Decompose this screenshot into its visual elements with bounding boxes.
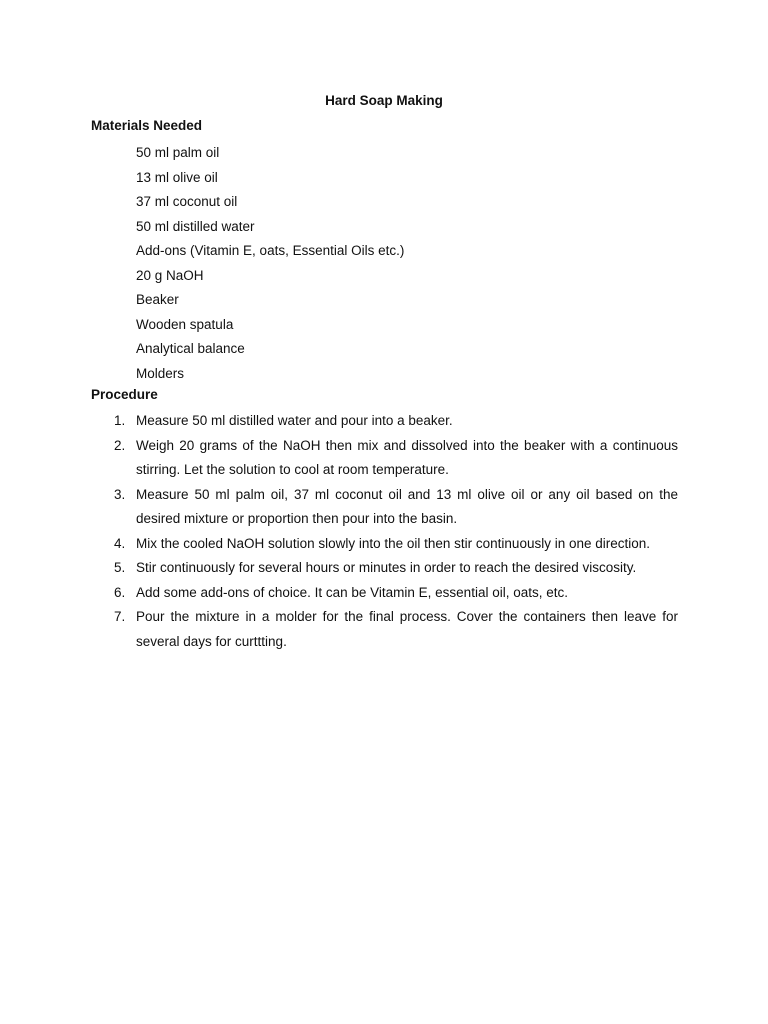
step-text: Measure 50 ml distilled water and pour into a beaker. xyxy=(136,413,453,428)
step-text: Add some add-ons of choice. It can be Vitamin E, essential oil, oats, etc. xyxy=(136,584,568,600)
step-text: Measure 50 ml palm oil, 37 ml coconut oil and 13 ml olive oil or any oil based on the desired mixture or proportion then pour into the basin. xyxy=(136,486,678,526)
step-text: Mix the cooled NaOH solution slowly into the oil then stir continuously in one direction. xyxy=(136,535,651,551)
step-text: Stir continuously for several hours or minutes in order to reach the desired viscosity. xyxy=(136,560,637,575)
materials-item: Wooden spatula xyxy=(136,316,234,332)
step-number: 2. xyxy=(114,437,126,453)
materials-item: Analytical balance xyxy=(136,341,245,356)
materials-item: 13 ml olive oil xyxy=(136,169,218,185)
materials-list xyxy=(136,141,404,386)
materials-item: 37 ml coconut oil xyxy=(136,194,238,209)
step-number: 4. xyxy=(114,535,126,551)
procedure-list xyxy=(106,409,678,654)
procedure-step xyxy=(106,556,678,581)
procedure-step xyxy=(106,483,678,532)
procedure-step xyxy=(106,581,678,606)
step-number: 7. xyxy=(114,609,126,624)
procedure-step xyxy=(106,605,678,654)
document-title: Hard Soap Making xyxy=(325,93,443,108)
step-number: 5. xyxy=(114,560,126,575)
step-number: 3. xyxy=(114,486,126,502)
materials-heading: Materials Needed xyxy=(91,118,203,133)
step-number: 6. xyxy=(114,584,126,600)
step-text: Weigh 20 grams of the NaOH then mix and dissolved into the beaker with a continuous stirring. Let the solution to cool at room temperature. xyxy=(136,437,678,477)
materials-item: Beaker xyxy=(136,292,179,307)
step-number: 1. xyxy=(114,413,126,428)
materials-item: 50 ml distilled water xyxy=(136,218,255,234)
materials-item: 20 g NaOH xyxy=(136,267,204,283)
materials-item: Molders xyxy=(136,365,185,381)
procedure-heading: Procedure xyxy=(91,387,158,402)
procedure-step xyxy=(106,409,678,434)
procedure-step xyxy=(106,532,678,557)
materials-item: 50 ml palm oil xyxy=(136,145,220,160)
materials-item: Add-ons (Vitamin E, oats, Essential Oils etc.) xyxy=(136,243,405,258)
procedure-step xyxy=(106,434,678,483)
step-text: Pour the mixture in a molder for the final process. Cover the containers then leave for several days for curttting. xyxy=(136,609,678,649)
